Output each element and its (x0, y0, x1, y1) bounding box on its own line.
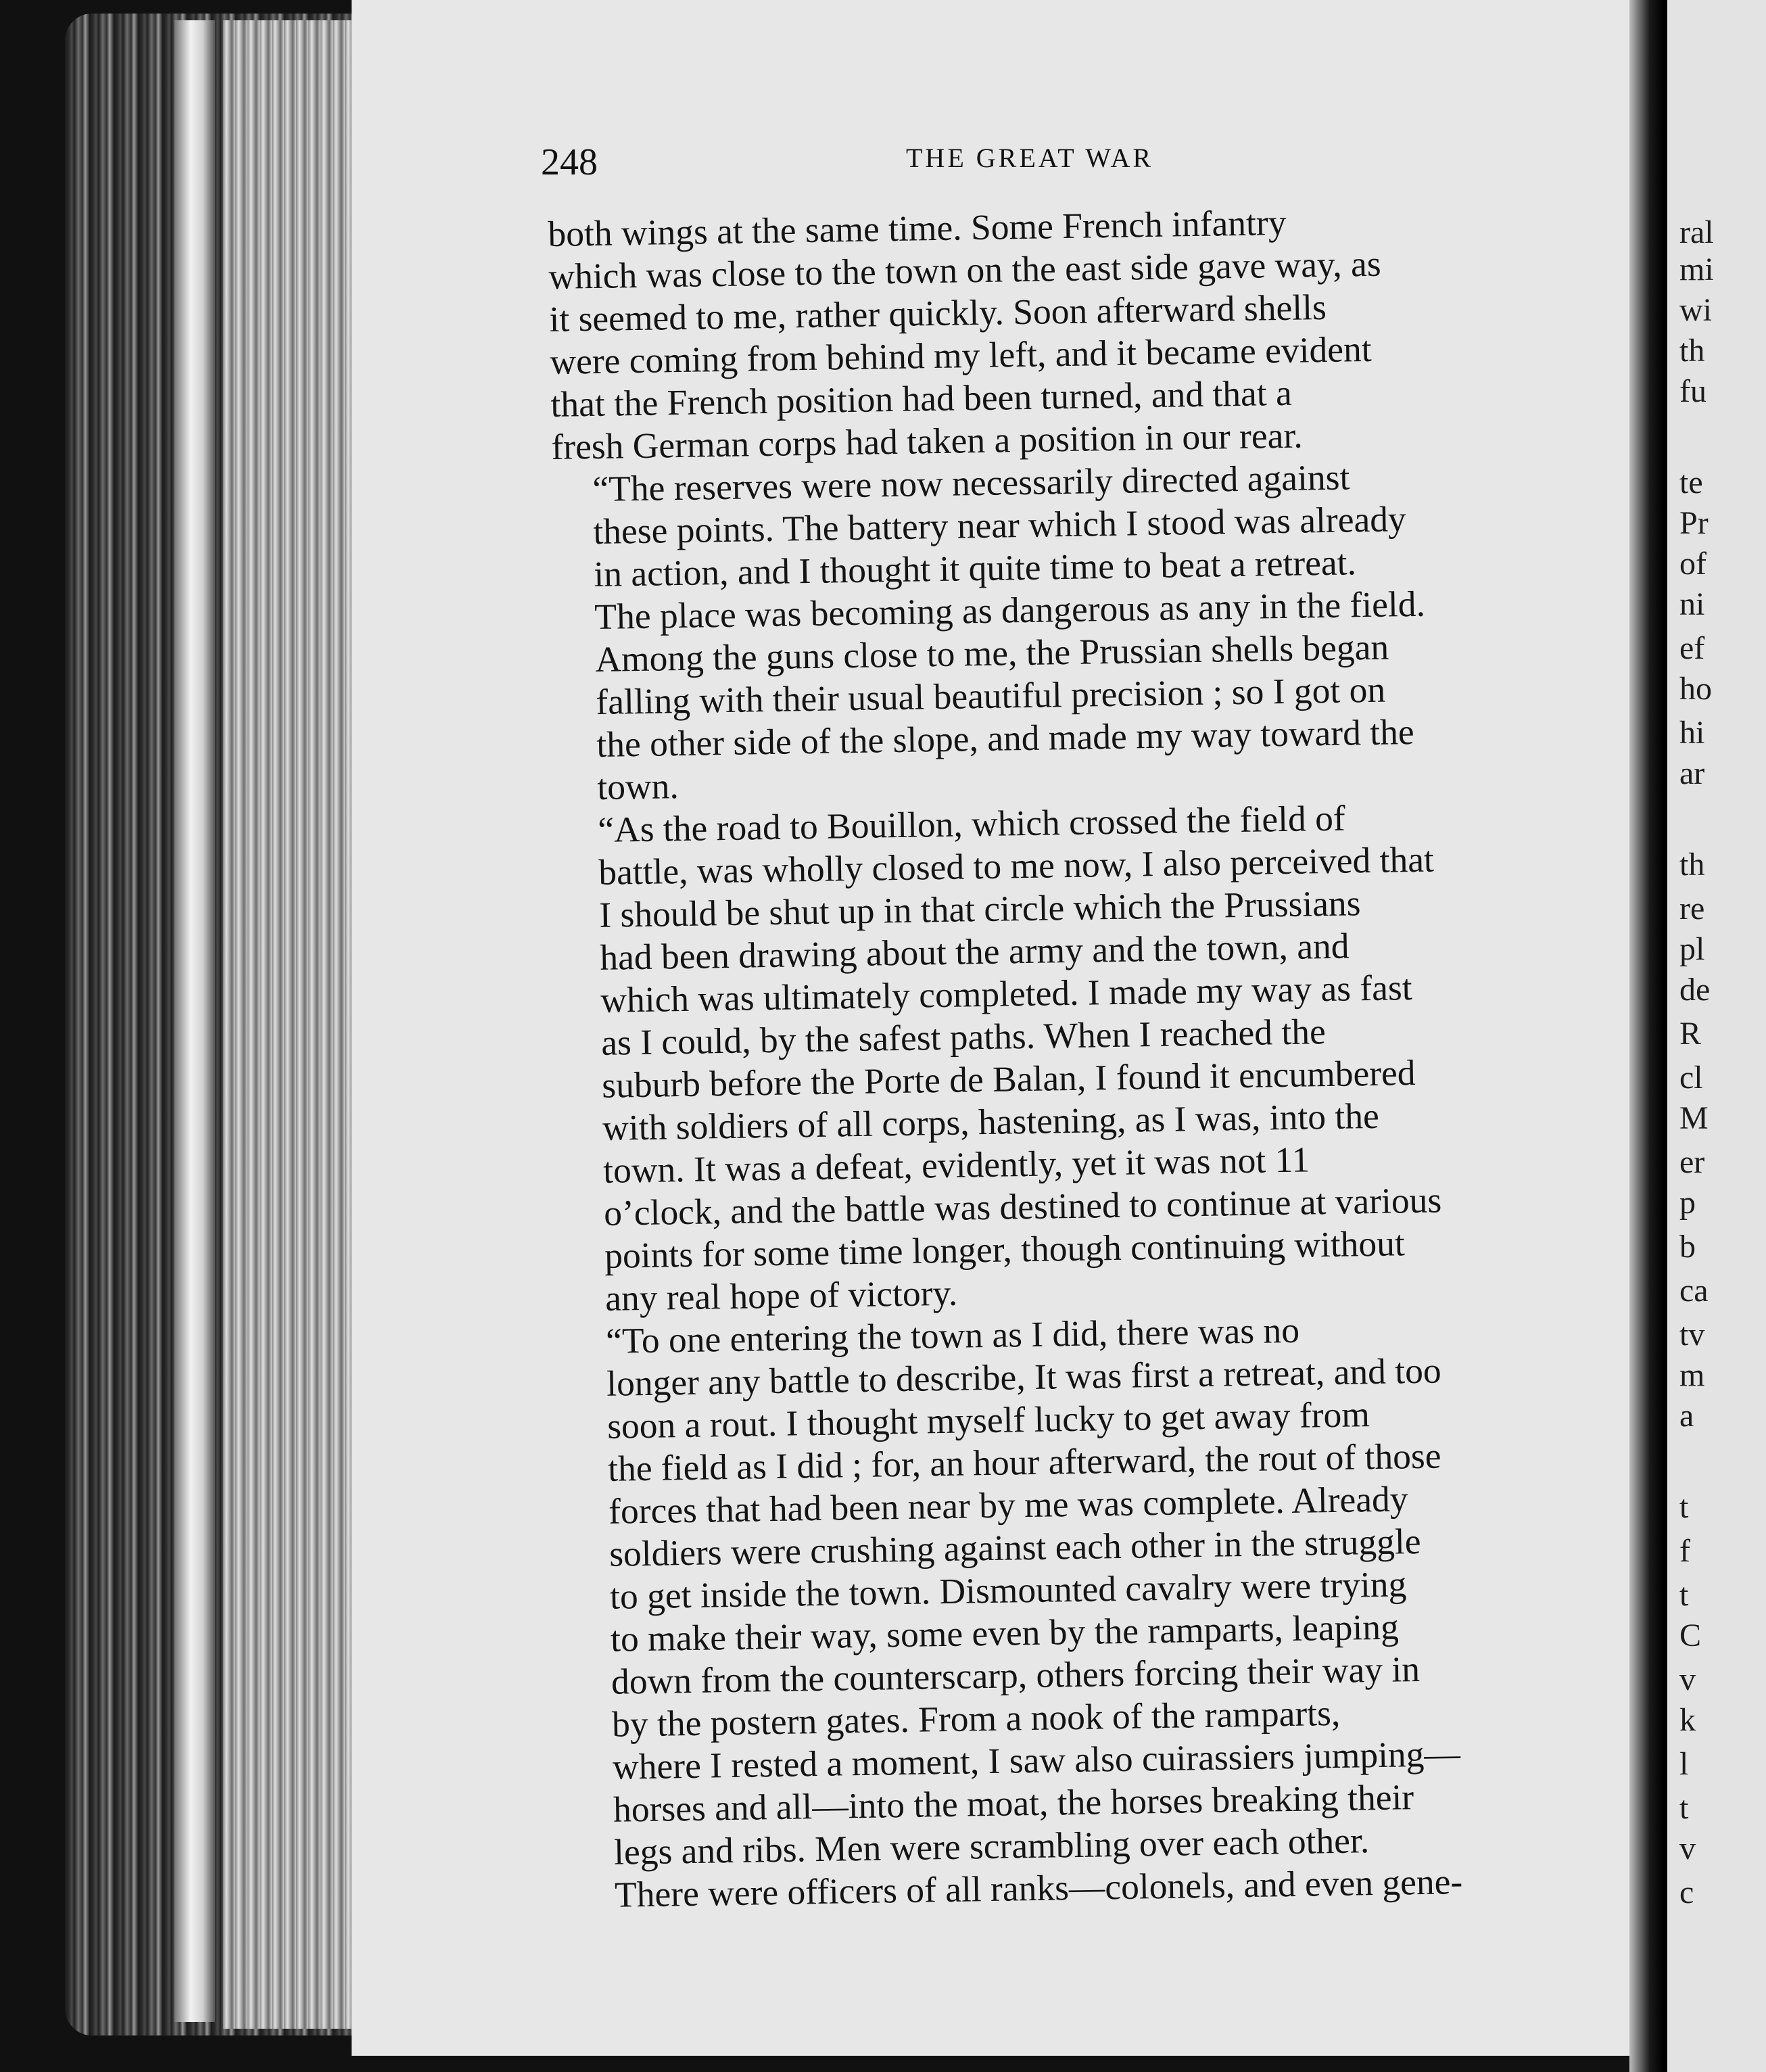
text-line: falling with their usual beautiful precision ; so I got on (595, 669, 1386, 722)
paragraph (552, 452, 1585, 809)
text-line: o’clock, and the battle was destined to continue at various (603, 1179, 1442, 1233)
facing-page-fragment: k (1679, 1702, 1696, 1738)
facing-page-fragment: th (1679, 847, 1705, 882)
text-line: down from the counterscarp, others forcing their way in (611, 1649, 1421, 1702)
paragraph (548, 197, 1579, 469)
text-line: There were officers of all ranks—colonels, and even gene- (614, 1861, 1463, 1915)
facing-page-fragment: Pr (1679, 505, 1709, 541)
facing-page-fragment: t (1679, 1790, 1689, 1826)
text-line: longer any battle to describe, It was first a retreat, and too (606, 1350, 1442, 1404)
text-line: to make their way, some even by the ramparts, leaping (610, 1606, 1400, 1659)
text-line: “The reserves were now necessarily directed against (592, 456, 1350, 510)
facing-page-fragment: of (1679, 546, 1707, 582)
text-line: The place was becoming as dangerous as any in the field. (594, 583, 1426, 637)
text-line: that the French position had been turned, and that a (550, 372, 1293, 425)
facing-page-fragment: f (1679, 1533, 1690, 1569)
facing-page-fragment: th (1679, 333, 1705, 369)
paragraph (557, 793, 1593, 1321)
text-line: “As the road to Bouillon, which crossed the field of (597, 797, 1346, 850)
book-page-edge-highlight (174, 20, 215, 2022)
facing-page-fragment: cl (1679, 1060, 1703, 1096)
text-line: which was ultimately completed. I made my way as fast (600, 967, 1413, 1020)
text-line: Among the guns close to me, the Prussian shells began (594, 626, 1389, 680)
facing-page-fragment: t (1679, 1489, 1689, 1525)
facing-page-fragment: v (1679, 1662, 1696, 1697)
text-line: which was close to the town on the east side gave way, as (548, 243, 1381, 297)
text-line: soldiers were crushing against each other in the struggle (608, 1520, 1421, 1574)
text-line: horses and all—into the moat, the horses breaking their (613, 1776, 1414, 1830)
text-line: as I could, by the safest paths. When I reached the (600, 1011, 1327, 1063)
text-line: town. (596, 766, 679, 807)
facing-page-fragment: fu (1679, 373, 1707, 409)
facing-page-fragment: pl (1679, 931, 1705, 967)
text-line: it seemed to me, rather quickly. Soon afterward shells (548, 286, 1327, 339)
facing-page-fragment: m (1679, 1357, 1705, 1393)
text-line: had been drawing about the army and the town, and (599, 925, 1350, 978)
text-line: town. It was a defeat, evidently, yet it was not 11 (602, 1139, 1310, 1191)
facing-page (1663, 0, 1766, 2072)
paragraph (565, 1304, 1602, 1917)
text-line: any real hope of victory. (604, 1272, 958, 1319)
page-number: 248 (541, 141, 598, 183)
facing-page-fragment: wi (1679, 292, 1712, 328)
facing-page-fragment: t (1679, 1577, 1689, 1613)
facing-page-fragment: b (1679, 1229, 1696, 1265)
text-line: “To one entering the town as I did, there was no (605, 1309, 1300, 1361)
facing-page-fragment: ca (1679, 1273, 1709, 1309)
facing-page-fragment: te (1679, 465, 1703, 500)
facing-page-fragment: ef (1679, 630, 1705, 666)
text-line: forces that had been near by me was complete. Already (608, 1478, 1408, 1532)
text-line: soon a rout. I thought myself lucky to get away from (606, 1394, 1370, 1446)
facing-page-fragment: de (1679, 972, 1711, 1008)
body-text (548, 197, 1602, 1917)
facing-page-fragment: M (1679, 1100, 1709, 1136)
facing-page-fragment: C (1679, 1618, 1702, 1653)
text-line: legs and ribs. Men were scrambling over each other. (613, 1820, 1370, 1873)
facing-page-fragment: ho (1679, 671, 1712, 707)
text-line: the other side of the slope, and made my way toward the (596, 711, 1415, 765)
facing-page-fragment: tv (1679, 1317, 1705, 1352)
facing-page-fragment: ni (1679, 586, 1705, 622)
facing-page-fragment: ar (1679, 755, 1705, 791)
text-line: to get inside the town. Dismounted cavalry were trying (609, 1563, 1407, 1617)
running-title: THE GREAT WAR (906, 143, 1154, 173)
facing-page-fragment: l (1679, 1746, 1689, 1782)
facing-page-fragment: ral (1679, 214, 1714, 250)
text-line: where I rested a moment, I saw also cuirassiers jumping— (612, 1733, 1461, 1787)
facing-page-fragment: p (1679, 1185, 1696, 1221)
text-line: both wings at the same time. Some French infantry (548, 202, 1287, 254)
facing-page-fragment: re (1679, 891, 1705, 926)
facing-page-fragment: mi (1679, 252, 1714, 287)
text-line: these points. The battery near which I stood was already (592, 498, 1407, 552)
book-gutter (1629, 0, 1663, 2072)
text-line: fresh German corps had taken a position in our rear. (550, 415, 1304, 467)
facing-page-fragment: er (1679, 1144, 1705, 1180)
text-line: battle, was wholly closed to me now, I also perceived that (598, 839, 1435, 893)
text-line: were coming from behind my left, and it became evident (549, 328, 1372, 382)
facing-page-fragment: v (1679, 1831, 1696, 1866)
text-line: by the postern gates. From a nook of the ramparts, (611, 1692, 1341, 1745)
text-line: the field as I did ; for, an hour afterward, the rout of those (607, 1435, 1441, 1489)
facing-page-fragment: c (1679, 1875, 1694, 1910)
text-line: with soldiers of all corps, hastening, as I was, into the (602, 1095, 1380, 1148)
text-line: points for some time longer, though continuing without (604, 1223, 1406, 1276)
text-line: I should be shut up in that circle which the Prussians (598, 882, 1361, 935)
facing-page-fragment: hi (1679, 715, 1705, 751)
facing-page-fragment: a (1679, 1398, 1694, 1434)
facing-page-fragment: R (1679, 1016, 1702, 1052)
text-line: in action, and I thought it quite time to beat a retreat. (593, 542, 1357, 594)
text-line: suburb before the Porte de Balan, I found it encumbered (601, 1052, 1416, 1106)
book-page-edge-strip (223, 20, 352, 2029)
